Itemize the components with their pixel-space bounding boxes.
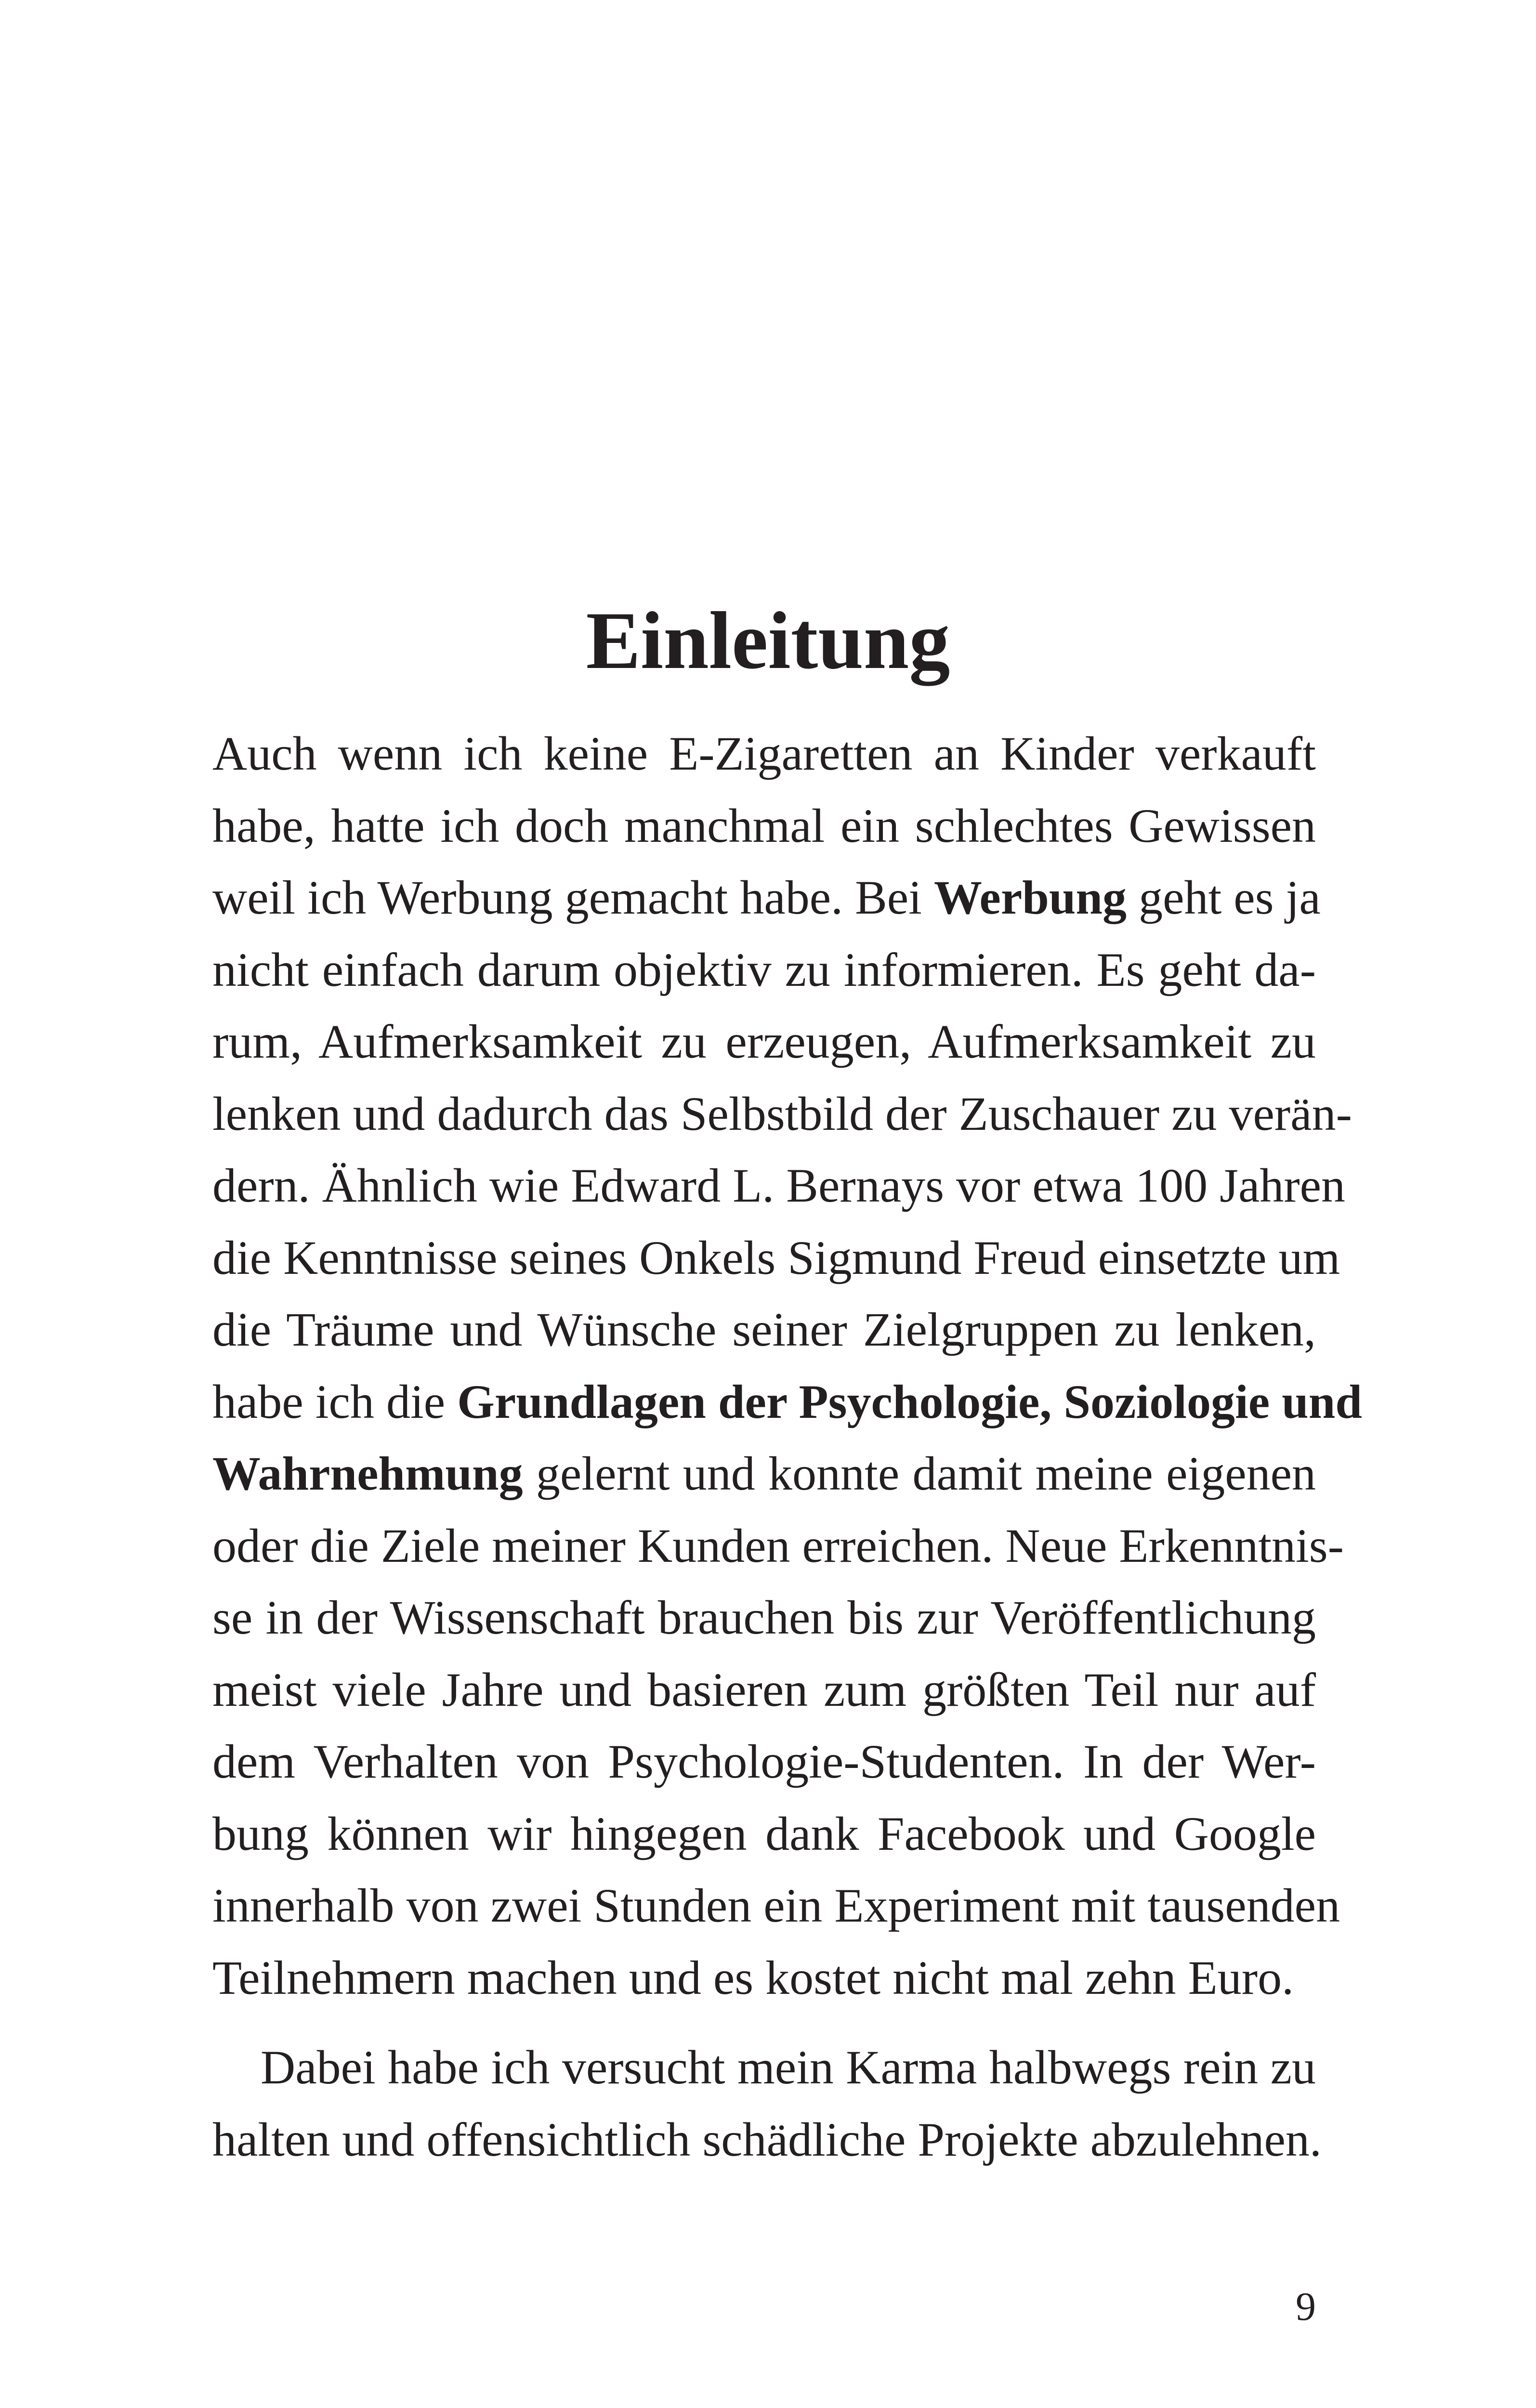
bold-term: Werbung — [933, 871, 1127, 924]
text-line — [212, 1294, 1316, 1366]
text-line — [212, 1510, 1344, 1582]
paragraph-gap — [212, 2014, 1316, 2031]
text-segment: oder die Ziele meiner Kunden erreichen. Neue Erkenntnis- — [212, 1518, 1344, 1572]
text-segment: habe, hatte ich doch manchmal ein schlechtes Gewissen — [212, 798, 1316, 852]
bold-term: Wahrnehmung — [212, 1447, 523, 1500]
text-segment: habe ich die — [212, 1374, 458, 1428]
text-line — [212, 2031, 1316, 2104]
text-segment: Dabei habe ich versucht mein Karma halbwegs rein zu — [261, 2041, 1316, 2094]
text-segment: bung können wir hingegen dank Facebook und Google — [212, 1806, 1316, 1860]
page-number: 9 — [1296, 2284, 1316, 2329]
text-segment: dem Verhalten von Psychologie-Studenten. In der Wer- — [212, 1735, 1316, 1788]
text-segment: Auch wenn ich keine E-Zigaretten an Kinder verkauft — [212, 727, 1316, 780]
text-segment: Teilnehmern machen und es kostet nicht mal zehn Euro. — [212, 1950, 1294, 2004]
text-segment: gelernt und konnte damit meine eigenen — [523, 1447, 1316, 1500]
text-line — [212, 1942, 1316, 2014]
text-segment: nicht einfach darum objektiv zu informieren. Es geht da- — [212, 942, 1316, 996]
text-line — [212, 1438, 1316, 1510]
text-line — [212, 1366, 1363, 1438]
text-line — [212, 718, 1316, 790]
text-line — [212, 2104, 1322, 2176]
text-segment: meist viele Jahre und basieren zum größten Teil nur auf — [212, 1662, 1316, 1716]
chapter-body — [212, 718, 1363, 2175]
chapter-title: Einleitung — [586, 595, 950, 686]
text-line — [212, 1006, 1316, 1078]
text-segment: weil ich Werbung gemacht habe. Bei — [212, 871, 934, 924]
text-segment: rum, Aufmerksamkeit zu erzeugen, Aufmerksamkeit zu — [212, 1015, 1316, 1068]
text-segment: geht es ja — [1127, 871, 1321, 924]
text-segment: lenken und dadurch das Selbstbild der Zuschauer zu verän- — [212, 1086, 1352, 1140]
text-line — [212, 1222, 1340, 1294]
text-segment: innerhalb von zwei Stunden ein Experiment mit tausenden — [212, 1879, 1340, 1932]
text-segment: dern. Ähnlich wie Edward L. Bernays vor etwa 100 Jahren — [212, 1159, 1346, 1212]
text-line — [212, 790, 1316, 862]
text-line — [212, 862, 1321, 934]
paragraph — [212, 2031, 1322, 2175]
text-segment: se in der Wissenschaft brauchen bis zur Veröffentlichung — [212, 1591, 1316, 1644]
text-line — [212, 1726, 1316, 1798]
text-segment: halten und offensichtlich schädliche Projekte abzulehnen. — [212, 2112, 1322, 2166]
text-line — [212, 934, 1316, 1006]
text-line — [212, 1870, 1340, 1942]
text-line — [212, 1078, 1352, 1150]
text-line — [212, 1150, 1346, 1222]
text-segment: die Kenntnisse seines Onkels Sigmund Freud einsetzte um — [212, 1230, 1340, 1284]
text-line — [212, 1798, 1316, 1870]
text-line — [212, 1582, 1316, 1654]
text-segment: die Träume und Wünsche seiner Zielgruppen zu lenken, — [212, 1303, 1316, 1356]
text-line — [212, 1654, 1316, 1726]
paragraph — [212, 718, 1363, 2014]
bold-term: Grundlagen der Psychologie, Soziologie und — [457, 1374, 1363, 1428]
